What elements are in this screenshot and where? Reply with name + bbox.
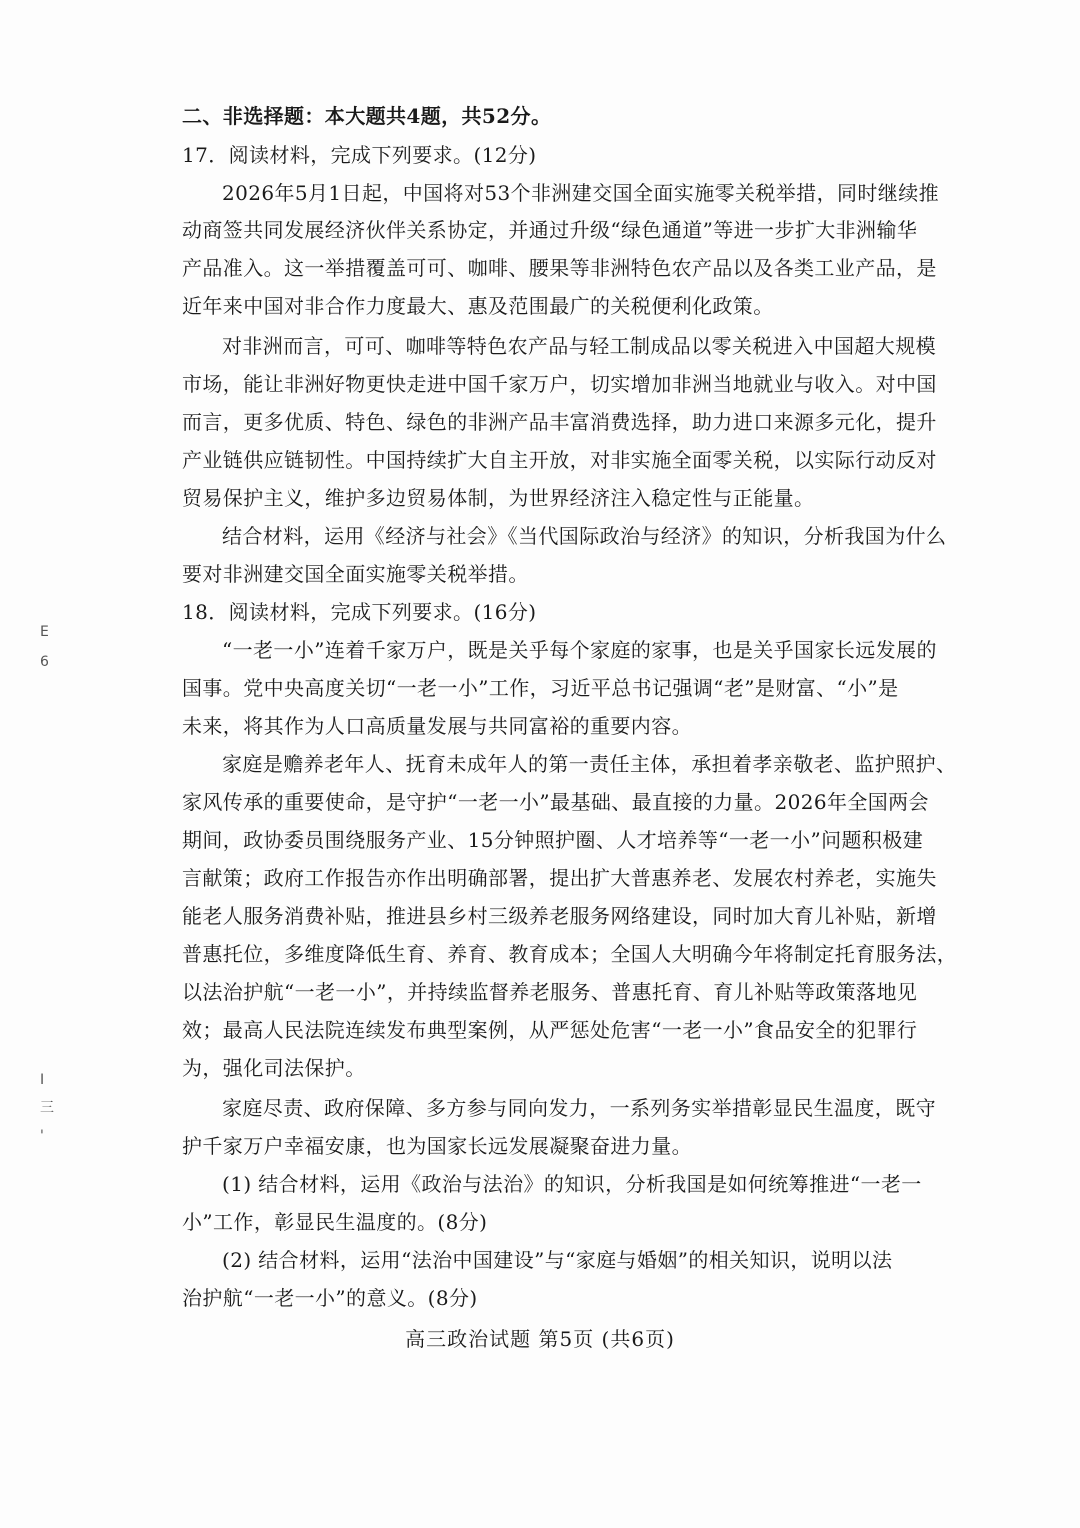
q17-heading: 17．阅读材料，完成下列要求。(12分) bbox=[182, 143, 537, 167]
q18-line: 普惠托位，多维度降低生育、养育、教育成本；全国人大明确今年将制定托育服务法， bbox=[182, 942, 958, 966]
q18-line: 为，强化司法保护。 bbox=[182, 1056, 366, 1080]
q18-subquestion-1: 小”工作，彰显民生温度的。(8分) bbox=[182, 1210, 488, 1234]
q17-line: 2026年5月1日起，中国将对53个非洲建交国全面实施零关税举措，同时继续推 bbox=[222, 181, 939, 205]
q17-line: 要对非洲建交国全面实施零关税举措。 bbox=[182, 562, 529, 586]
page-footer: 高三政治试题 第5页 (共6页) bbox=[405, 1327, 675, 1351]
q18-line: 效；最高人民法院连续发布典型案例，从严惩处危害“一老一小”食品安全的犯罪行 bbox=[182, 1018, 918, 1042]
margin-mark: 6 bbox=[40, 654, 49, 670]
q17-line: 结合材料，运用《经济与社会》《当代国际政治与经济》的知识，分析我国为什么 bbox=[222, 524, 947, 548]
q18-line: 以法治护航“一老一小”，并持续监督养老服务、普惠托育、育儿补贴等政策落地见 bbox=[182, 980, 918, 1004]
section-title: 二、非选择题：本大题共4题，共52分。 bbox=[182, 104, 552, 128]
q18-subquestion-1: (1) 结合材料，运用《政治与法治》的知识，分析我国是如何统筹推进“一老一 bbox=[222, 1172, 922, 1196]
q18-line: 家庭是赡养老年人、抚育未成年人的第一责任主体，承担着孝亲敬老、监护照护、 bbox=[222, 752, 957, 776]
q18-subquestion-2: (2) 结合材料，运用“法治中国建设”与“家庭与婚姻”的相关知识，说明以法 bbox=[222, 1248, 893, 1272]
q18-line: 家庭尽责、政府保障、多方参与同向发力，一系列务实举措彰显民生温度，既守 bbox=[222, 1096, 936, 1120]
q18-line: 能老人服务消费补贴，推进县乡村三级养老服务网络建设，同时加大育儿补贴，新增 bbox=[182, 904, 937, 928]
q18-line: 国事。党中央高度关切“一老一小”工作，习近平总书记强调“老”是财富、“小”是 bbox=[182, 676, 899, 700]
q18-line: 护千家万户幸福安康，也为国家长远发展凝聚奋进力量。 bbox=[182, 1134, 692, 1158]
q18-line: 言献策；政府工作报告亦作出明确部署，提出扩大普惠养老、发展农村养老，实施失 bbox=[182, 866, 937, 890]
q17-line: 对非洲而言，可可、咖啡等特色农产品与轻工制成品以零关税进入中国超大规模 bbox=[222, 334, 936, 358]
margin-mark: 三 bbox=[40, 1100, 54, 1116]
margin-mark: I bbox=[40, 1072, 45, 1088]
q17-line: 而言，更多优质、特色、绿色的非洲产品丰富消费选择，助力进口来源多元化，提升 bbox=[182, 410, 937, 434]
q18-line: 未来，将其作为人口高质量发展与共同富裕的重要内容。 bbox=[182, 714, 692, 738]
q18-line: 家风传承的重要使命，是守护“一老一小”最基础、最直接的力量。2026年全国两会 bbox=[182, 790, 929, 814]
q17-line: 产品准入。这一举措覆盖可可、咖啡、腰果等非洲特色农产品以及各类工业产品，是 bbox=[182, 256, 937, 280]
q17-line: 动商签共同发展经济伙伴关系协定，并通过升级“绿色通道”等进一步扩大非洲输华 bbox=[182, 218, 918, 242]
q17-line: 近年来中国对非合作力度最大、惠及范围最广的关税便利化政策。 bbox=[182, 294, 774, 318]
q18-line: 期间，政协委员围绕服务产业、15分钟照护圈、人才培养等“一老一小”问题积极建 bbox=[182, 828, 924, 852]
q18-heading: 18．阅读材料，完成下列要求。(16分) bbox=[182, 600, 537, 624]
margin-mark: E bbox=[40, 624, 49, 640]
q18-subquestion-2: 治护航“一老一小”的意义。(8分) bbox=[182, 1286, 478, 1310]
q17-line: 贸易保护主义，维护多边贸易体制，为世界经济注入稳定性与正能量。 bbox=[182, 486, 815, 510]
q18-line: “一老一小”连着千家万户，既是关乎每个家庭的家事，也是关乎国家长远发展的 bbox=[222, 638, 937, 662]
margin-mark: ' bbox=[40, 1128, 44, 1144]
q17-line: 市场，能让非洲好物更快走进中国千家万户，切实增加非洲当地就业与收入。对中国 bbox=[182, 372, 937, 396]
q17-line: 产业链供应链韧性。中国持续扩大自主开放，对非实施全面零关税，以实际行动反对 bbox=[182, 448, 937, 472]
